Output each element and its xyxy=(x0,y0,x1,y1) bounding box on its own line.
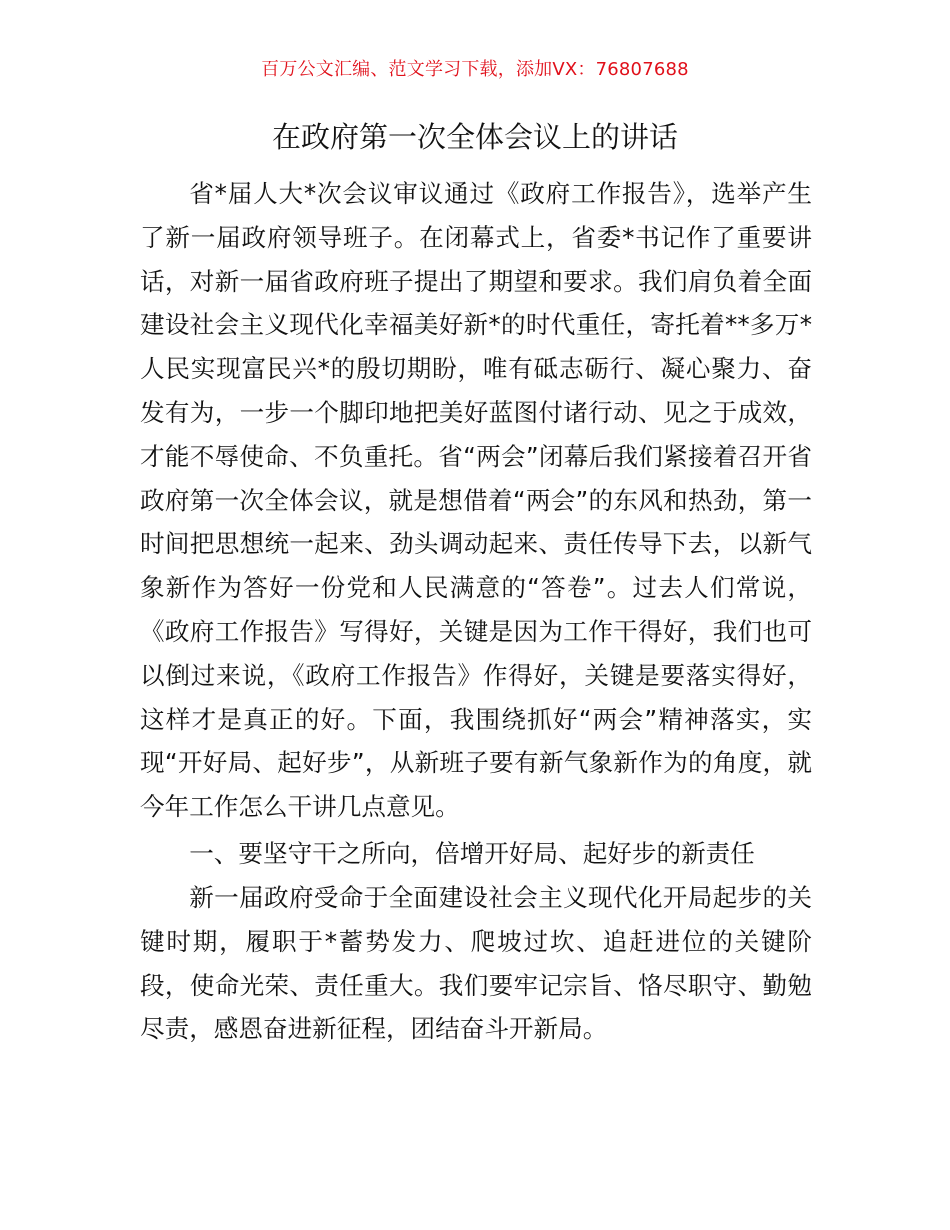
body-paragraph: 新一届政府受命于全面建设社会主义现代化开局起步的关键时期，履职于*蓄势发力、爬坡过坎、追赶进位的关键阶段，使命光荣、责任重大。我们要牢记宗旨、恪尽职守、勤勉尽责，感恩奋进新征程，团结奋斗开新局。 xyxy=(140,883,812,1044)
section-heading: 一、要坚守干之所向，倍增开好局、起好步的新责任 xyxy=(189,839,755,868)
body-paragraph: 省*届人大*次会议审议通过《政府工作报告》，选举产生了新一届政府领导班子。在闭幕式上，省委*书记作了重要讲话，对新一届省政府班子提出了期望和要求。我们肩负着全面建设社会主义现代化幸福美好新*的时代重任，寄托着**多万*人民实现富民兴*的殷切期盼，唯有砥志砺行、凝心聚力、奋发有为，一步一个脚印地把美好蓝图付诸行动、见之于成效，才能不辱使命、不负重托。省“两会”闭幕后我们紧接着召开省政府第一次全体会议，就是想借着“两会”的东风和热劲，第一时间把思想统一起来、劲头调动起来、责任传导下去，以新气象新作为答好一份党和人民满意的“答卷”。过去人们常说，《政府工作报告》写得好，关键是因为工作干得好，我们也可以倒过来说，《政府工作报告》作得好，关键是要落实得好，这样才是真正的好。下面，我围绕抓好“两会”精神落实，实现“开好局、起好步”，从新班子要有新气象新作为的角度，就今年工作怎么干讲几点意见。 xyxy=(140,179,812,822)
watermark-banner: 百万公文汇编、范文学习下载，添加VX：76807688 xyxy=(261,59,689,80)
document-title: 在政府第一次全体会议上的讲话 xyxy=(271,120,678,154)
